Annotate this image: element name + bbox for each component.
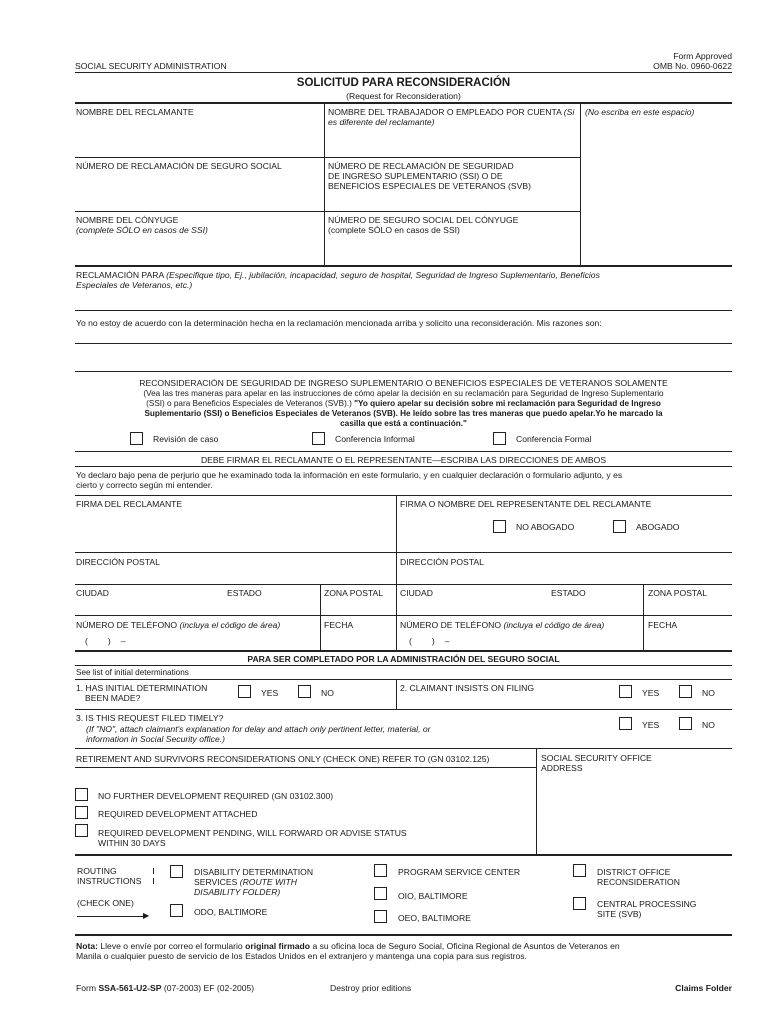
ssa-rule xyxy=(75,854,732,856)
claimant-state-label: ESTADO xyxy=(227,588,262,598)
oio-checkbox[interactable] xyxy=(374,887,387,900)
claimant-date-label: FECHA xyxy=(324,620,354,630)
disagreement-statement: Yo no estoy de acuerdo con la determinación hecha en la reclamación mencionada arriba y solicito una reconsideración. Mis razones son: xyxy=(76,318,602,328)
development-pending-checkbox[interactable] xyxy=(75,824,88,837)
check-one-label: (CHECK ONE) xyxy=(77,898,134,908)
ssa-rule xyxy=(75,709,732,710)
office-use-note: (No escriba en este espacio) xyxy=(585,107,695,117)
claimant-zip-label: ZONA POSTAL xyxy=(324,588,384,598)
oeo-checkbox[interactable] xyxy=(374,910,387,923)
formal-conference-label: Conferencia Formal xyxy=(516,434,592,444)
ss-claim-number-field[interactable] xyxy=(76,173,322,209)
claimant-date-field[interactable] xyxy=(324,632,394,647)
not-lawyer-checkbox[interactable] xyxy=(493,520,506,533)
central-processing-checkbox[interactable] xyxy=(573,897,586,910)
not-lawyer-label: NO ABOGADO xyxy=(516,522,575,532)
rep-zip-label: ZONA POSTAL xyxy=(648,588,708,598)
oio-label: OIO, BALTIMORE xyxy=(398,891,468,901)
rep-zip-field[interactable] xyxy=(648,600,730,613)
sign-divider xyxy=(643,584,644,650)
sign-rule xyxy=(75,584,732,585)
ssi-statement: Suplementario (SSI) o Beneficios Especiales de Veteranos (SVB). He leído sobre las tres maneras que puedo apelar.Yo he marcado la xyxy=(144,409,663,418)
ssa-divider xyxy=(396,679,397,709)
rep-city-state-field[interactable] xyxy=(400,600,640,613)
spouse-ss-number-label: NÚMERO DE SEGURO SOCIAL DEL CÓNYUGE (complete SÓLO en casos de SSI) xyxy=(328,215,519,236)
sign-rule xyxy=(75,650,732,652)
ssi-instructions: (SSI) o para Beneficios Especiales de Veteranos (SVB).) "Yo quiero apelar su decisión sobre mi reclamación para Seguridad de Ingreso xyxy=(146,399,661,408)
claimant-phone-field[interactable]: ( ) – xyxy=(85,636,126,646)
claim-type-label: RECLAMACIÓN PARA (Especifique tipo, Ej., jubilación, incapacidad, seguro de hospital, Seguridad de Ingreso Suplementario, Beneficios Especiales de Veteranos, etc.) xyxy=(76,270,600,291)
rep-address-field[interactable] xyxy=(400,569,730,582)
routing-divider xyxy=(153,868,154,874)
claimant-signature-field[interactable] xyxy=(76,511,394,550)
psc-label: PROGRAM SERVICE CENTER xyxy=(398,867,521,877)
spouse-ss-number-field[interactable] xyxy=(328,240,578,263)
sign-divider xyxy=(320,584,321,650)
claimant-signature-label: FIRMA DEL RECLAMANTE xyxy=(76,499,183,509)
grid-rule xyxy=(75,265,732,267)
case-review-label: Revisión de caso xyxy=(153,434,219,444)
q1-no-checkbox[interactable] xyxy=(298,685,311,698)
claimant-zip-field[interactable] xyxy=(324,600,394,613)
q3-no-checkbox[interactable] xyxy=(679,717,692,730)
claimant-address-field[interactable] xyxy=(76,569,394,582)
ss-office-address-field[interactable] xyxy=(541,776,731,852)
claimant-name-field[interactable] xyxy=(76,119,322,155)
claimant-address-label: DIRECCIÓN POSTAL xyxy=(76,557,160,567)
sign-divider xyxy=(396,495,397,650)
dds-label: DISABILITY DETERMINATION SERVICES (ROUTE WITH DISABILITY FOLDER) xyxy=(194,867,314,898)
q2-yes-checkbox[interactable] xyxy=(619,685,632,698)
claimant-city-label: CIUDAD xyxy=(76,588,109,598)
form-title: SOLICITUD PARA RECONSIDERACIÓN xyxy=(296,77,511,89)
sign-rule xyxy=(75,466,732,467)
routing-rule xyxy=(75,934,732,936)
q2-no-label: NO xyxy=(702,688,715,698)
worker-name-label: NOMBRE DEL TRABAJADOR O EMPLEADO POR CUENTA (Si es diferente del reclamante) xyxy=(328,107,575,128)
q1-yes-label: YES xyxy=(261,688,279,698)
initial-determinations-note: See list of initial determinations xyxy=(76,668,189,677)
ssa-rule xyxy=(75,748,732,749)
claim-type-field[interactable] xyxy=(76,294,732,308)
sign-rule xyxy=(75,615,732,616)
dds-checkbox[interactable] xyxy=(170,865,183,878)
informal-conference-checkbox[interactable] xyxy=(312,432,325,445)
rsr-label: RETIREMENT AND SURVIVORS RECONSIDERATIONS ONLY (CHECK ONE) REFER TO (GN 03102.125) xyxy=(76,754,490,764)
claimant-city-state-field[interactable] xyxy=(76,600,318,613)
top-rule xyxy=(75,102,732,104)
no-further-development-checkbox[interactable] xyxy=(75,788,88,801)
reasons-field[interactable] xyxy=(76,330,732,370)
rep-date-field[interactable] xyxy=(648,632,730,647)
rep-phone-label: NÚMERO DE TELÉFONO (incluya el código de área) xyxy=(400,620,605,630)
reasons-line xyxy=(75,343,732,344)
rep-city-label: CIUDAD xyxy=(400,588,433,598)
grid-divider xyxy=(324,103,325,265)
omb-number: OMB No. 0960-0622 xyxy=(653,61,732,71)
lawyer-checkbox[interactable] xyxy=(613,520,626,533)
q3-yes-label: YES xyxy=(642,720,660,730)
q3-note: (If "NO", attach claimant's explanation for delay and attach only pertinent letter, material, or information in Social Security office.) xyxy=(86,724,431,745)
form-number: Form SSA-561-U2-SP (07-2003) EF (02-2005) xyxy=(76,983,255,993)
psc-checkbox[interactable] xyxy=(374,864,387,877)
district-office-label: DISTRICT OFFICE RECONSIDERATION xyxy=(597,867,680,888)
sign-rule xyxy=(75,552,732,553)
mailing-note: Nota: Lleve o envíe por correo el formulario original firmado a su oficina loca de Seguro Social, Oficina Regional de Asuntos de Veteranos en Manila o cualquier puesto de servicio de los Estados Unidos en el extranjero y mantenga una copia para sus registros. xyxy=(76,941,620,962)
q1-yes-checkbox[interactable] xyxy=(238,685,251,698)
ssa-rule xyxy=(75,679,732,680)
no-further-development-label: NO FURTHER DEVELOPMENT REQUIRED (GN 03102.300) xyxy=(98,791,334,801)
q3-no-label: NO xyxy=(702,720,715,730)
ssi-heading: RECONSIDERACIÓN DE SEGURIDAD DE INGRESO SUPLEMENTARIO O BENEFICIOS ESPECIALES DE VETERANOS SOLAMENTE xyxy=(139,378,668,388)
header-rule xyxy=(75,72,732,73)
spouse-name-field[interactable] xyxy=(76,240,322,263)
central-processing-label: CENTRAL PROCESSING SITE (SVB) xyxy=(597,899,697,920)
perjury-declaration: Yo declaro bajo pena de perjurio que he examinado toda la información en este formulario, y en cualquier declaración o formulario adjunto, y es cierto y correcto según mi entender. xyxy=(76,470,623,491)
informal-conference-label: Conferencia Informal xyxy=(335,434,415,444)
grid-rule xyxy=(75,211,580,212)
claimant-phone-label: NÚMERO DE TELÉFONO (incluya el código de área) xyxy=(76,620,281,630)
q2-yes-label: YES xyxy=(642,688,660,698)
signature-instructions: DEBE FIRMAR EL RECLAMANTE O EL REPRESENTANTE—ESCRIBA LAS DIRECCIONES DE AMBOS xyxy=(200,455,607,465)
agency-name: SOCIAL SECURITY ADMINISTRATION xyxy=(75,61,227,71)
rep-address-label: DIRECCIÓN POSTAL xyxy=(400,557,484,567)
rep-phone-field[interactable]: ( ) – xyxy=(409,636,450,646)
district-office-checkbox[interactable] xyxy=(573,864,586,877)
development-attached-label: REQUIRED DEVELOPMENT ATTACHED xyxy=(98,809,258,819)
form-approved: Form Approved xyxy=(673,51,732,61)
claims-folder: Claims Folder xyxy=(675,983,732,993)
ssi-claim-number-label: NÚMERO DE RECLAMACIÓN DE SEGURIDAD DE INGRESO SUPLEMENTARIO (SSI) O DE BENEFICIOS ESPECIALES DE VETERANOS (SVB) xyxy=(328,161,531,192)
sign-rule xyxy=(75,495,732,496)
claim-rule xyxy=(75,310,732,311)
routing-instructions-label: ROUTING INSTRUCTIONS xyxy=(77,866,142,887)
ss-claim-number-label: NÚMERO DE RECLAMACIÓN DE SEGURO SOCIAL xyxy=(76,161,282,171)
q1-label: 1. HAS INITIAL DETERMINATION BEEN MADE? xyxy=(76,683,208,704)
claimant-name-label: NOMBRE DEL RECLAMANTE xyxy=(76,107,194,117)
reasons-line xyxy=(75,371,732,372)
ssi-instructions: (Vea las tres maneras para apelar en las instrucciones de cómo apelar la decisión en su reclamación para Seguridad de Ingreso Suplementario xyxy=(143,389,664,398)
destroy-prior-editions: Destroy prior editions xyxy=(330,983,412,993)
ssa-section-heading: PARA SER COMPLETADO POR LA ADMINISTRACIÓN DEL SEGURO SOCIAL xyxy=(247,654,560,664)
representative-signature-label: FIRMA O NOMBRE DEL REPRESENTANTE DEL RECLAMANTE xyxy=(400,499,652,509)
arrow-right-icon: ▶ xyxy=(143,911,150,920)
routing-arrow-line xyxy=(77,916,147,917)
q3-label: 3. IS THIS REQUEST FILED TIMELY? xyxy=(76,713,224,723)
grid-divider xyxy=(580,103,581,265)
q2-label: 2. CLAIMANT INSISTS ON FILING xyxy=(400,683,535,693)
representative-signature-field[interactable] xyxy=(400,511,730,519)
q1-no-label: NO xyxy=(321,688,334,698)
ssa-rule xyxy=(75,665,732,666)
lawyer-label: ABOGADO xyxy=(636,522,680,532)
ssi-statement: casilla que está a continuación." xyxy=(340,419,467,428)
odo-checkbox[interactable] xyxy=(170,904,183,917)
rep-state-label: ESTADO xyxy=(551,588,586,598)
routing-divider xyxy=(153,878,154,884)
ssi-claim-number-field[interactable] xyxy=(328,194,578,209)
sign-rule xyxy=(75,451,732,452)
formal-conference-checkbox[interactable] xyxy=(493,432,506,445)
q3-yes-checkbox[interactable] xyxy=(619,717,632,730)
spouse-name-label: NOMBRE DEL CÓNYUGE (complete SÓLO en casos de SSI) xyxy=(76,215,208,236)
grid-rule xyxy=(75,157,580,158)
ssa-divider xyxy=(536,748,537,854)
development-pending-label: REQUIRED DEVELOPMENT PENDING, WILL FORWARD OR ADVISE STATUS WITHIN 30 DAYS xyxy=(98,828,407,849)
ssa-rule xyxy=(75,767,536,768)
oeo-label: OEO, BALTIMORE xyxy=(398,913,471,923)
worker-name-field[interactable] xyxy=(328,130,578,155)
form-subtitle: (Request for Reconsideration) xyxy=(346,91,461,101)
q2-no-checkbox[interactable] xyxy=(679,685,692,698)
odo-label: ODO, BALTIMORE xyxy=(194,907,268,917)
rep-date-label: FECHA xyxy=(648,620,678,630)
development-attached-checkbox[interactable] xyxy=(75,806,88,819)
case-review-checkbox[interactable] xyxy=(130,432,143,445)
ss-office-address-label: SOCIAL SECURITY OFFICE ADDRESS xyxy=(541,753,652,774)
